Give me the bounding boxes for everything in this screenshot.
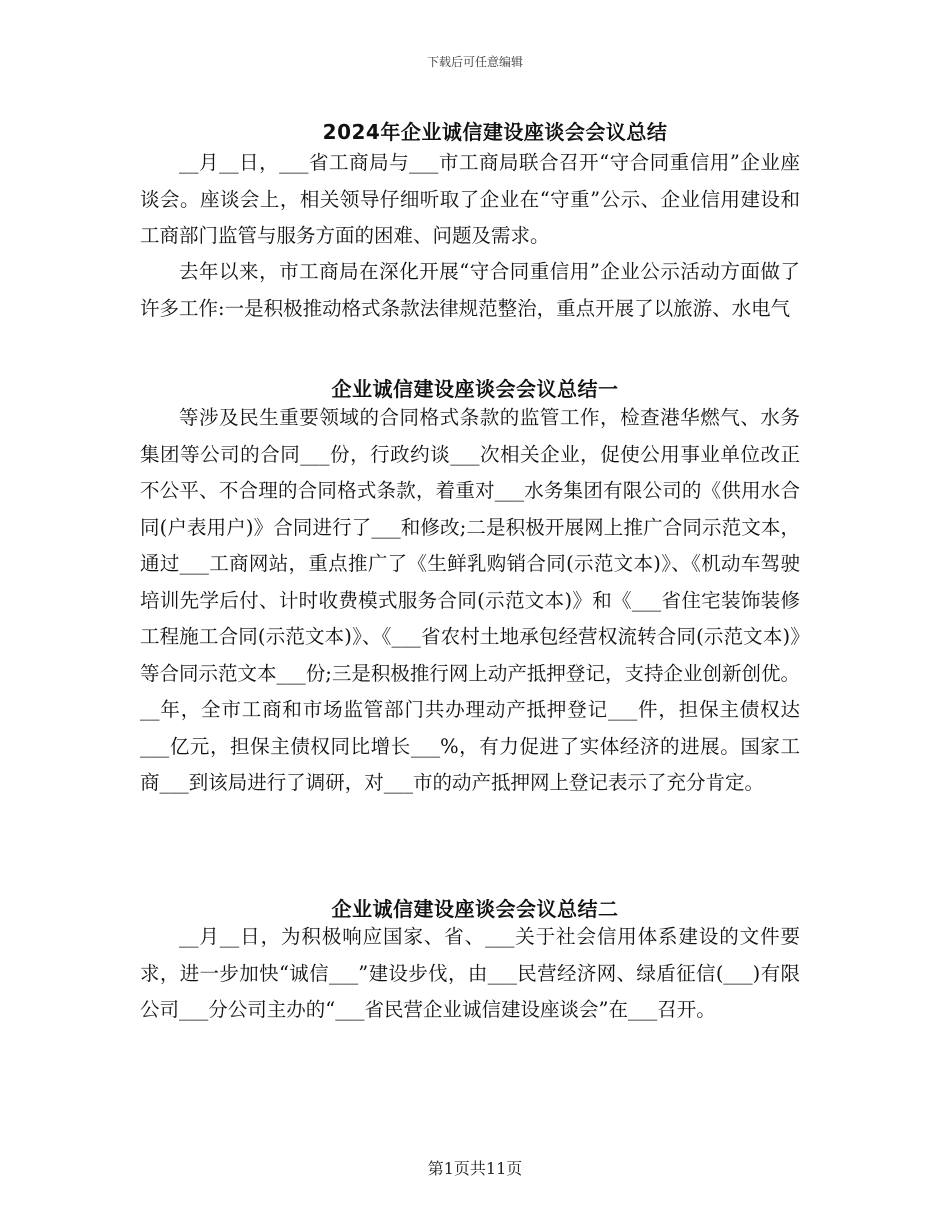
section-one-heading: 企业诚信建设座谈会会议总结一 bbox=[331, 377, 619, 401]
section-two-heading: 企业诚信建设座谈会会议总结二 bbox=[331, 897, 619, 921]
intro-paragraph-1: __月__日，___省工商局与___市工商局联合召开“守合同重信用”企业座谈会。座谈会上，相关领导仔细听取了企业在“守重”公示、企业信用建设和工商部门监管与服务方面的困难、问题及需求。 bbox=[140, 151, 800, 247]
section-two-paragraph: __月__日，为积极响应国家、省、___关于社会信用体系建设的文件要求，进一步加快“诚信___”建设步伐，由___民营经济网、绿盾征信(___)有限公司___分公司主办的“___省民营企业诚信建设座谈会”在___召开。 bbox=[140, 925, 800, 1021]
page-number: 第1页共11页 bbox=[427, 1159, 523, 1178]
page-header-note: 下载后可任意编辑 bbox=[426, 55, 523, 69]
section-one-paragraph: 等涉及民生重要领域的合同格式条款的监管工作，检查港华燃气、水务集团等公司的合同___份，行政约谈___次相关企业，促使公用事业单位改正不公平、不合理的合同格式条款，着重对___水务集团有限公司的《供用水合同(户表用户)》合同进行了___和修改;二是积极开展网上推广合同示范文本，通过___工商网站，重点推广了《生鲜乳购销合同(示范文本)》、《机动车驾驶培训先学后付、计时收费模式服务合同(示范文本)》和《___省住宅装饰装修工程施工合同(示范文本)》、《___省农村土地承包经营权流转合同(示范文本)》等合同示范文本___份;三是积极推行网上动产抵押登记，支持企业创新创优。__年，全市工商和市场监管部门共办理动产抵押登记___件，担保主债权达___亿元，担保主债权同比增长___%，有力促进了实体经济的进展。国家工商___到该局进行了调研，对___市的动产抵押网上登记表示了充分肯定。 bbox=[140, 406, 800, 794]
intro-paragraph-2: 去年以来，市工商局在深化开展“守合同重信用”企业公示活动方面做了许多工作:一是积极推动格式条款法律规范整治，重点开展了以旅游、水电气 bbox=[140, 260, 800, 320]
document-title: 2024年企业诚信建设座谈会会议总结 bbox=[322, 120, 668, 144]
